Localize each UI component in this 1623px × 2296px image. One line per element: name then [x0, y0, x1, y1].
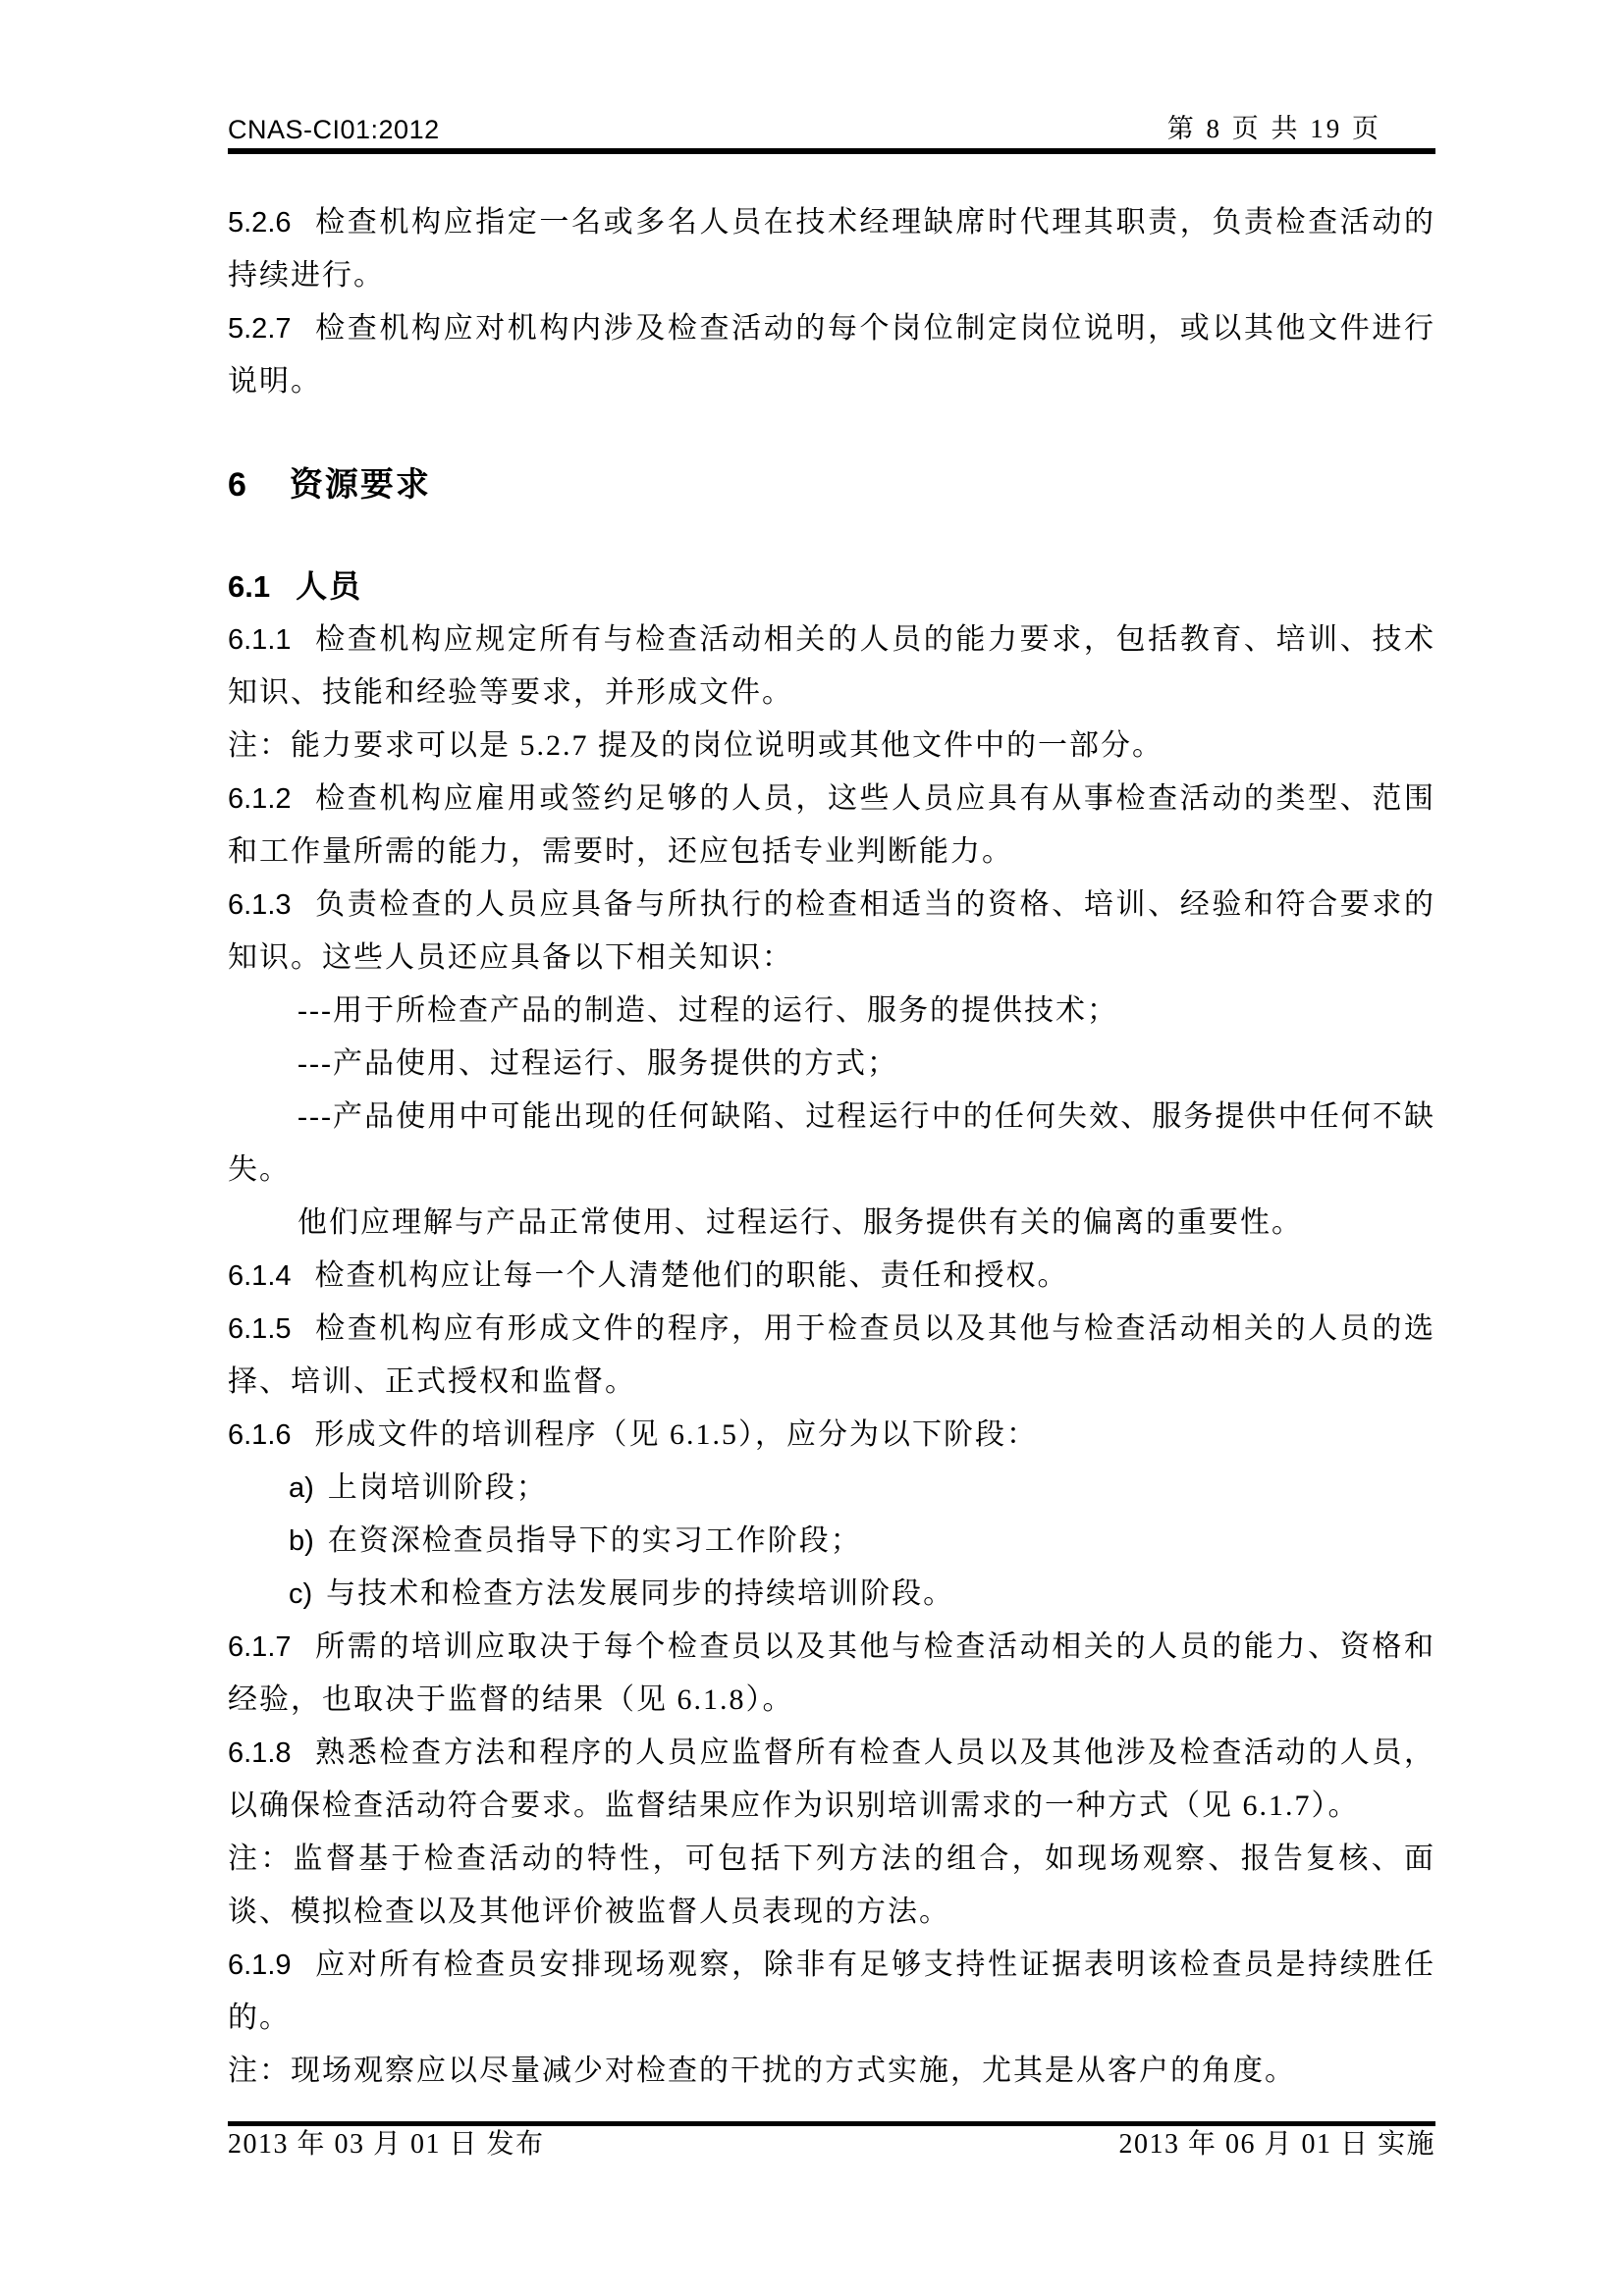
- list-item-b: [228, 1515, 1435, 1568]
- clause-text: 所需的培训应取决于每个检查员以及其他与检查活动相关的人员的能力、资格和经验，也取决于监督的结果（见 6.1.8）。: [228, 1630, 1435, 1716]
- header-rule: [228, 148, 1435, 154]
- dash-item-1: ---用于所检查产品的制造、过程的运行、服务的提供技术；: [298, 994, 1118, 1027]
- clause-6.1.5: [228, 1303, 1435, 1409]
- subsection-heading-6.1: [228, 560, 1435, 614]
- clause-6.1.2: [228, 773, 1435, 879]
- clause-text: 熟悉检查方法和程序的人员应监督所有检查人员以及其他涉及检查活动的人员，以确保检查活动符合要求。监督结果应作为识别培训需求的一种方式（见 6.1.7）。: [228, 1736, 1435, 1822]
- dash-item-3: ---产品使用中可能出现的任何缺陷、过程运行中的任何失效、服务提供中任何不缺失。: [228, 1100, 1435, 1186]
- paragraph-understanding: 他们应理解与产品正常使用、过程运行、服务提供有关的偏离的重要性。: [298, 1206, 1303, 1239]
- clause-text: 检查机构应规定所有与检查活动相关的人员的能力要求，包括教育、培训、技术知识、技能和经验等要求，并形成文件。: [228, 623, 1435, 709]
- header-page-number: 第 8 页 共 19 页: [1166, 114, 1381, 143]
- clause-6.1.6: [228, 1409, 1435, 1462]
- footer-implementation-date: 2013 年 06 月 01 日 实施: [1118, 2129, 1435, 2160]
- clause-text: 检查机构应让每一个人清楚他们的职能、责任和授权。: [314, 1259, 1069, 1292]
- clause-6.1.4: [228, 1250, 1435, 1303]
- clause-number: 6.1.3: [228, 889, 292, 921]
- clause-5.2.6: [228, 196, 1435, 302]
- note-6.1.9: 注：现场观察应以尽量减少对检查的干扰的方式实施，尤其是从客户的角度。: [228, 2055, 1296, 2087]
- clause-text: 检查机构应有形成文件的程序，用于检查员以及其他与检查活动相关的人员的选择、培训、正式授权和监督。: [228, 1312, 1435, 1398]
- clause-number: 6.1.8: [228, 1737, 292, 1769]
- dash-item-2: ---产品使用、过程运行、服务提供的方式；: [298, 1047, 898, 1080]
- section-number: 6: [228, 466, 246, 504]
- clause-number: 6.1.5: [228, 1313, 292, 1345]
- clause-number: 6.1.6: [228, 1419, 292, 1451]
- clause-number: 6.1.4: [228, 1260, 292, 1292]
- clause-6.1.3: [228, 879, 1435, 985]
- header-doc-code: CNAS-CI01:2012: [228, 115, 440, 144]
- clause-number: 5.2.6: [228, 207, 292, 239]
- clause-6.1.1: [228, 614, 1435, 720]
- list-text: 与技术和检查方法发展同步的持续培训阶段。: [326, 1577, 955, 1610]
- list-marker: b): [289, 1525, 314, 1557]
- clause-text: 检查机构应对机构内涉及检查活动的每个岗位制定岗位说明，或以其他文件进行说明。: [228, 312, 1435, 398]
- clause-6.1.9: [228, 1939, 1435, 2045]
- footer-rule: [228, 2121, 1435, 2126]
- clause-number: 6.1.2: [228, 783, 292, 815]
- clause-5.2.7: [228, 302, 1435, 408]
- note-6.1.1: 注：能力要求可以是 5.2.7 提及的岗位说明或其他文件中的一部分。: [228, 729, 1163, 762]
- clause-text: 检查机构应雇用或签约足够的人员，这些人员应具有从事检查活动的类型、范围和工作量所需的能力，需要时，还应包括专业判断能力。: [228, 782, 1435, 868]
- clause-text: 检查机构应指定一名或多名人员在技术经理缺席时代理其职责，负责检查活动的持续进行。: [228, 206, 1435, 292]
- list-marker: c): [289, 1578, 313, 1610]
- document-body: [228, 196, 1435, 2098]
- section-heading-6: [228, 458, 1435, 512]
- subsection-title: 人员: [296, 568, 363, 604]
- clause-number: 6.1.9: [228, 1949, 292, 1981]
- clause-number: 6.1.7: [228, 1631, 292, 1663]
- clause-number: 6.1.1: [228, 624, 292, 656]
- clause-text: 负责检查的人员应具备与所执行的检查相适当的资格、培训、经验和符合要求的知识。这些人员还应具备以下相关知识：: [228, 888, 1435, 974]
- clause-text: 形成文件的培训程序（见 6.1.5），应分为以下阶段：: [314, 1418, 1038, 1451]
- note-6.1.8: 注：监督基于检查活动的特性，可包括下列方法的组合，如现场观察、报告复核、面谈、模拟检查以及其他评价被监督人员表现的方法。: [228, 1842, 1435, 1928]
- clause-6.1.8: [228, 1727, 1435, 1833]
- clause-6.1.7: [228, 1621, 1435, 1727]
- list-item-c: [228, 1568, 1435, 1621]
- footer-release-date: 2013 年 03 月 01 日 发布: [228, 2129, 545, 2160]
- subsection-number: 6.1: [228, 569, 271, 604]
- list-text: 在资深检查员指导下的实习工作阶段；: [327, 1524, 862, 1557]
- list-text: 上岗培训阶段；: [327, 1471, 548, 1504]
- list-marker: a): [289, 1472, 314, 1504]
- list-item-a: [228, 1462, 1435, 1515]
- clause-text: 应对所有检查员安排现场观察，除非有足够支持性证据表明该检查员是持续胜任的。: [228, 1949, 1435, 2034]
- section-title: 资源要求: [289, 467, 431, 504]
- clause-number: 5.2.7: [228, 313, 292, 345]
